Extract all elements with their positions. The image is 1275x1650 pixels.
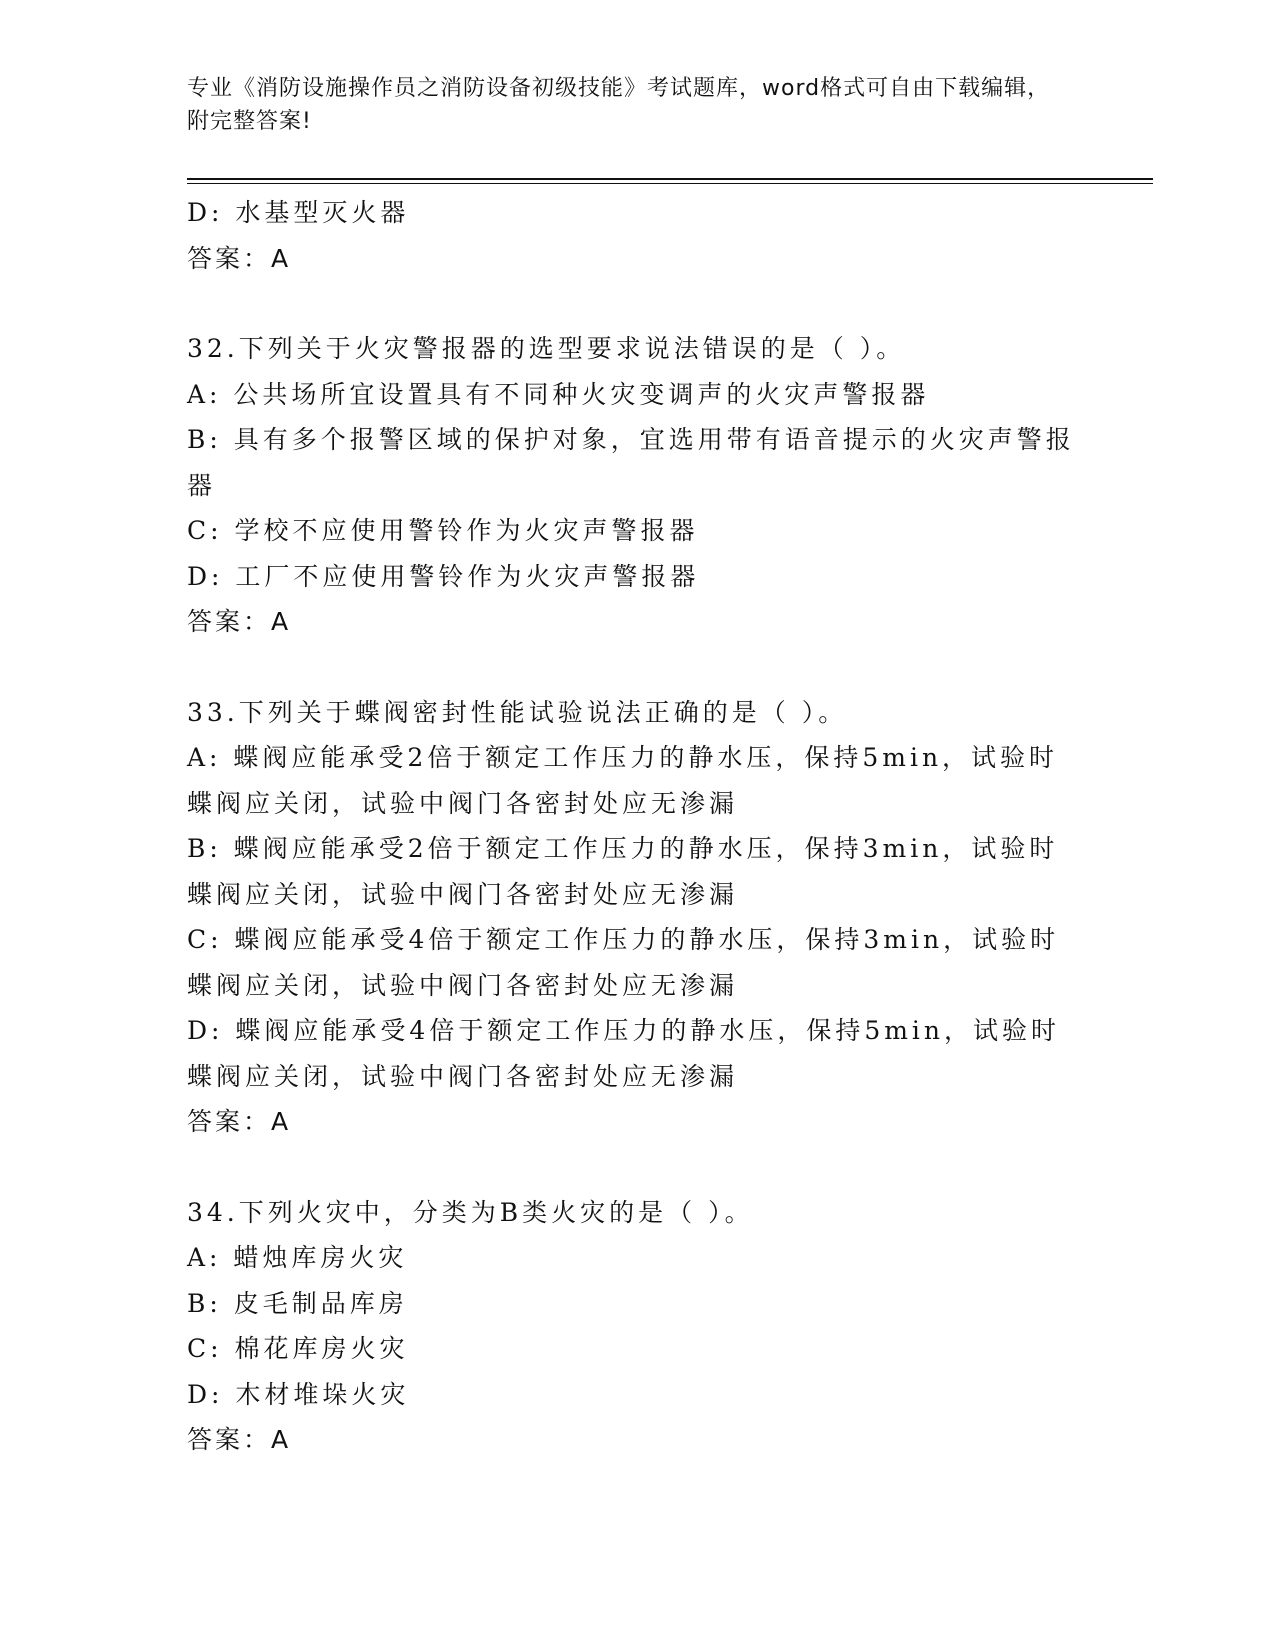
answer-line: 答案：A [187, 1107, 292, 1136]
option-a: A: 蜡烛库房火灾 [187, 1243, 408, 1272]
option-b: B: 皮毛制品库房 [187, 1288, 408, 1318]
option-a: A: 蝶阀应能承受2倍于额定工作压力的静水压，保持5min，试验时蝶阀应关闭，试验中阀门各密封处应无渗漏 [187, 743, 1059, 818]
question-34 [187, 1190, 1087, 1463]
option-d: D: 蝶阀应能承受4倍于额定工作压力的静水压，保持5min，试验时蝶阀应关闭，试验中阀门各密封处应无渗漏 [187, 1016, 1061, 1091]
document-header: 专业《消防设施操作员之消防设备初级技能》考试题库，word格式可自由下载编辑，附完整答案! [187, 76, 1051, 134]
option-b: B: 具有多个报警区域的保护对象，宜选用带有语音提示的火灾声警报器 [187, 425, 1075, 500]
question-33 [187, 690, 1087, 1145]
question-stem: 33.下列关于蝶阀密封性能试验说法正确的是（ ）。 [187, 697, 848, 727]
document-body [187, 190, 1087, 1463]
option-d: D: 木材堆垛火灾 [187, 1379, 410, 1409]
option-c: C: 学校不应使用警铃作为火灾声警报器 [187, 516, 699, 545]
answer-line: 答案：A [187, 1425, 292, 1454]
header-divider-thin [187, 183, 1153, 184]
question-31-option-d: D: 水基型灭火器 [187, 198, 410, 227]
option-b: B: 蝶阀应能承受2倍于额定工作压力的静水压，保持3min，试验时蝶阀应关闭，试验中阀门各密封处应无渗漏 [187, 834, 1059, 909]
option-a: A: 公共场所宜设置具有不同种火灾变调声的火灾声警报器 [187, 379, 930, 409]
answer-line: 答案：A [187, 607, 292, 636]
question-31-answer: 答案：A [187, 243, 292, 273]
header-divider-thick [187, 178, 1153, 180]
option-c: C: 棉花库房火灾 [187, 1334, 409, 1363]
option-c: C: 蝶阀应能承受4倍于额定工作压力的静水压，保持3min，试验时蝶阀应关闭，试验中阀门各密封处应无渗漏 [187, 925, 1060, 1000]
question-32 [187, 326, 1087, 645]
question-stem: 34.下列火灾中，分类为B类火灾的是（ ）。 [187, 1197, 754, 1227]
question-stem: 32.下列关于火灾警报器的选型要求说法错误的是（ ）。 [187, 334, 906, 363]
option-d: D: 工厂不应使用警铃作为火灾声警报器 [187, 561, 700, 591]
